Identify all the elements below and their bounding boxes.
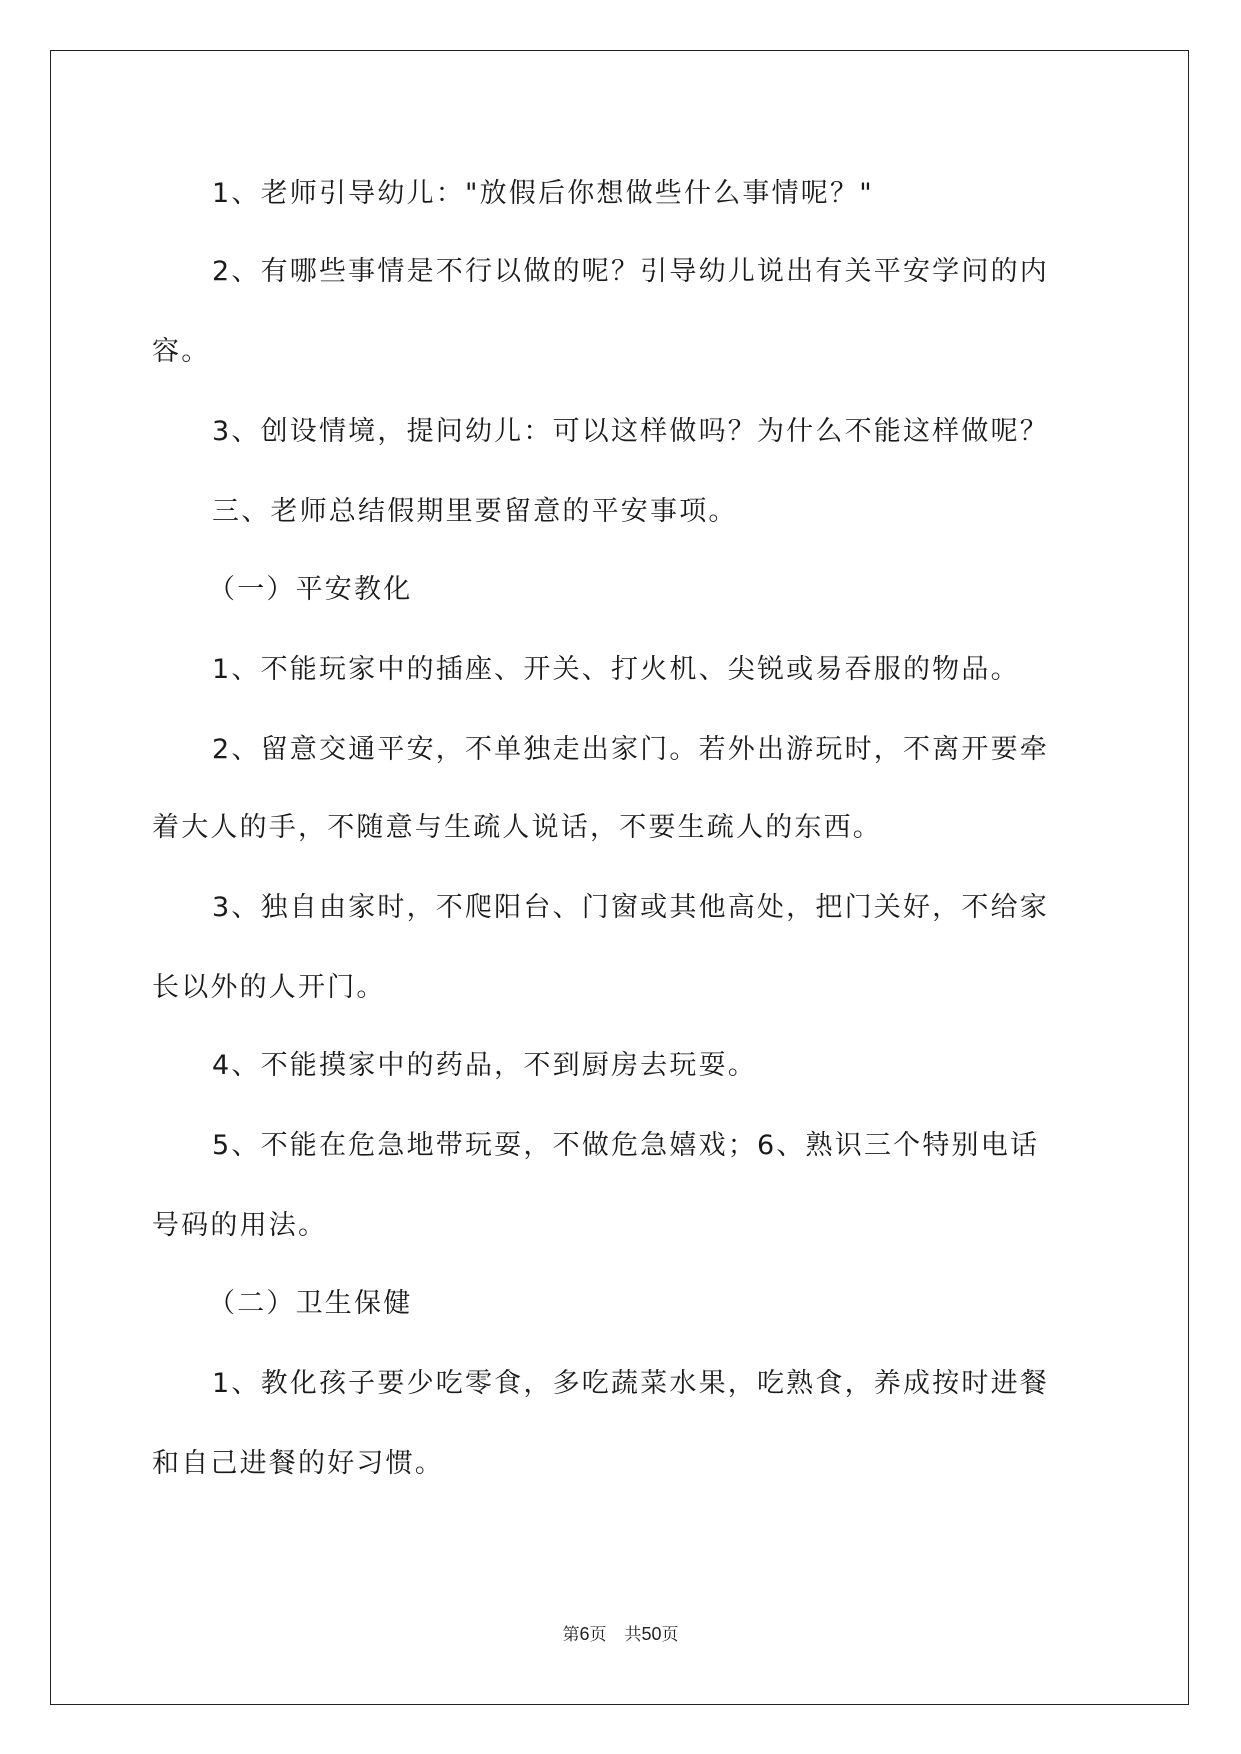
page-suffix: 页	[589, 1625, 607, 1645]
paragraph-line: 2、留意交通平安，不单独走出家门。若外出游玩时，不离开要牵	[212, 734, 1049, 765]
page-prefix: 第	[562, 1625, 580, 1645]
paragraph-line: 3、独自由家时，不爬阳台、门窗或其他高处，把门关好，不给家	[212, 892, 1049, 923]
paragraph-line: 1、老师引导幼儿："放假后你想做些什么事情呢？"	[212, 178, 874, 209]
paragraph-line: 着大人的手，不随意与生疏人说话，不要生疏人的东西。	[152, 812, 882, 843]
paragraph-line: 1、教化孩子要少吃零食，多吃蔬菜水果，吃熟食，养成按时进餐	[212, 1368, 1049, 1399]
paragraph-line: 3、创设情境，提问幼儿：可以这样做吗？为什么不能这样做呢？	[212, 416, 1049, 447]
paragraph-line: 1、不能玩家中的插座、开关、打火机、尖锐或易吞服的物品。	[212, 654, 1020, 685]
paragraph-line: 和自己进餐的好习惯。	[152, 1448, 444, 1479]
paragraph-line: 5、不能在危急地带玩耍，不做危急嬉戏；6、熟识三个特别电话	[212, 1130, 1040, 1161]
section-heading: 三、老师总结假期里要留意的平安事项。	[212, 496, 738, 527]
subsection-heading: （二）卫生保健	[208, 1288, 413, 1319]
total-suffix: 页	[661, 1625, 679, 1645]
total-prefix: 共	[624, 1625, 642, 1645]
page-number: 6	[579, 1624, 590, 1644]
paragraph-line: 容。	[152, 336, 211, 367]
total-pages: 50	[641, 1624, 662, 1644]
paragraph-line: 2、有哪些事情是不行以做的呢？引导幼儿说出有关平安学问的内	[212, 256, 1049, 287]
paragraph-line: 号码的用法。	[152, 1210, 328, 1241]
subsection-heading: （一）平安教化	[208, 574, 413, 605]
paragraph-line: 4、不能摸家中的药品，不到厨房去玩耍。	[212, 1050, 757, 1081]
page-footer	[0, 1620, 1241, 1645]
paragraph-line: 长以外的人开门。	[152, 972, 386, 1003]
